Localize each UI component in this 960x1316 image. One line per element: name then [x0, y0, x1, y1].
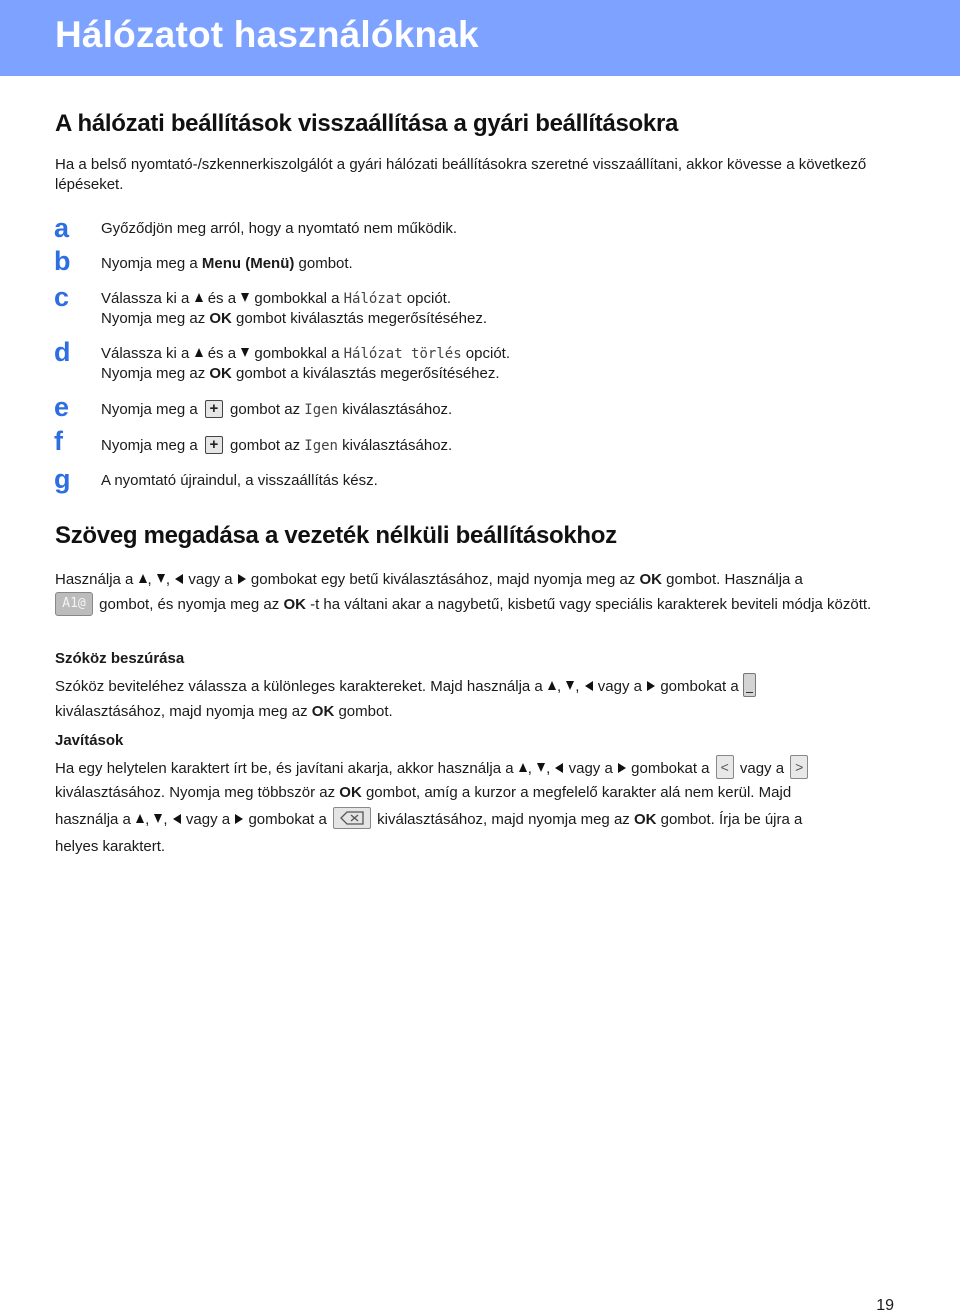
step-f-pre: Nyomja meg a: [101, 437, 202, 454]
step-text-c: [101, 289, 901, 329]
p1-sep: ,: [147, 571, 156, 588]
triangle-up-icon: [548, 681, 556, 690]
s2-t5: kiválasztásához. Nyomja meg többször az: [55, 784, 340, 801]
a1-key-icon: A1@: [55, 592, 93, 616]
s1-sep: ,: [575, 678, 584, 695]
step-d-line2-pre: Nyomja meg az: [101, 365, 210, 382]
step-e-pre: Nyomja meg a: [101, 401, 202, 418]
page-title: Hálózatot használóknak: [55, 14, 479, 55]
backspace-key-icon: [333, 807, 371, 829]
step-letter-a: a: [54, 213, 70, 243]
text-entry-intro: [55, 567, 895, 617]
s2-sep: ,: [527, 760, 537, 777]
s1-t1: Szóköz beviteléhez válassza a különleges karaktereket. Majd használja a: [55, 678, 547, 695]
s1-ok: OK: [311, 703, 335, 720]
s1-t2: vagy a: [593, 678, 647, 695]
step-b-post: gombot.: [294, 255, 353, 272]
s2-t4: vagy a: [735, 760, 789, 777]
s2-t8: gombokat a: [244, 811, 331, 828]
triangle-down-icon: [566, 681, 574, 690]
step-letter-f: f: [54, 426, 63, 456]
plus-key-icon: +: [205, 436, 223, 454]
step-text-b: [101, 254, 901, 274]
p1-t2: vagy a: [184, 571, 237, 588]
step-c-mid1: és a: [203, 290, 241, 307]
step-d-mid2: gombokkal a: [250, 345, 344, 362]
triangle-left-icon: [175, 574, 183, 584]
triangle-up-icon: [195, 348, 203, 357]
step-c-pre: Válassza ki a: [101, 290, 194, 307]
triangle-down-icon: [241, 348, 249, 357]
s2-ok: OK: [339, 784, 362, 801]
left-arrow-key-icon: <: [716, 755, 734, 779]
step-c-code: Hálózat: [343, 291, 403, 307]
subhead-space: Szóköz beszúrása: [55, 650, 185, 667]
step-text-e: [101, 400, 901, 420]
p1-t5: gombot, és nyomja meg az: [95, 596, 284, 613]
s2-t1: Ha egy helytelen karaktert írt be, és javítani akarja, akkor használja a: [55, 760, 518, 777]
step-e-post: kiválasztásához.: [337, 401, 453, 418]
step-letter-b: b: [54, 246, 71, 276]
triangle-left-icon: [555, 763, 563, 773]
step-letter-e: e: [54, 392, 70, 422]
step-c-ok: OK: [209, 310, 232, 327]
step-c-post: opciót.: [402, 290, 452, 307]
section-title-wireless-text: Szöveg megadása a vezeték nélküli beállításokhoz: [55, 522, 617, 549]
s2-t6: gombot, amíg a kurzor a megfelelő karakter alá nem kerül. Majd: [361, 784, 792, 801]
s1-t5: gombot.: [334, 703, 393, 720]
p1-t1: Használja a: [55, 571, 138, 588]
step-d-code: Hálózat törlés: [343, 346, 462, 362]
triangle-up-icon: [195, 293, 203, 302]
step-letter-g: g: [54, 464, 71, 494]
triangle-right-icon: [618, 763, 626, 773]
step-d-line2-post: gombot a kiválasztás megerősítéséhez.: [231, 365, 500, 382]
header-band: [0, 0, 960, 76]
step-c-line2-pre: Nyomja meg az: [101, 310, 210, 327]
p1-t3: gombokat egy betű kiválasztásához, majd nyomja meg az: [246, 571, 640, 588]
s2-t3: gombokat a: [626, 760, 714, 777]
page-number: 19: [876, 1297, 894, 1314]
s2-sep: ,: [145, 811, 154, 828]
s1-t3: gombokat a: [656, 678, 743, 695]
p1-t4: gombot. Használja a: [661, 571, 803, 588]
space-paragraph: [55, 674, 895, 724]
corrections-paragraph: [55, 757, 895, 859]
step-text-a: Győződjön meg arról, hogy a nyomtató nem működik.: [101, 220, 458, 237]
s1-sep: ,: [556, 678, 566, 695]
right-arrow-key-icon: >: [790, 755, 808, 779]
step-c-mid2: gombokkal a: [250, 290, 344, 307]
triangle-right-icon: [238, 574, 246, 584]
p1-sep: ,: [165, 571, 175, 588]
p1-ok: OK: [639, 571, 662, 588]
triangle-up-icon: [519, 763, 527, 772]
triangle-down-icon: [537, 763, 545, 772]
reset-intro: Ha a belső nyomtató-/szkennerkiszolgálót a gyári hálózati beállításokra szeretné visszaállítani, akkor kövesse a következő lépéseket.: [55, 156, 867, 193]
step-f-mid: gombot az: [225, 437, 305, 454]
s2-sep: ,: [546, 760, 555, 777]
subhead-corrections: Javítások: [55, 732, 124, 749]
step-d-mid1: és a: [203, 345, 241, 362]
triangle-down-icon: [241, 293, 249, 302]
step-letter-c: c: [54, 282, 70, 312]
p1-t6: -t ha váltani akar a nagybetű, kisbetű vagy speciális karakterek beviteli módja között.: [305, 596, 872, 613]
section-title-reset: A hálózati beállítások visszaállítása a gyári beállításokra: [55, 110, 679, 137]
plus-key-icon: +: [205, 400, 223, 418]
step-b-menu: Menu (Menü): [201, 255, 295, 272]
triangle-right-icon: [647, 681, 655, 691]
s2-t10: gombot. Írja be újra a: [656, 811, 803, 828]
triangle-left-icon: [173, 814, 181, 824]
triangle-down-icon: [154, 814, 162, 823]
s2-ok2: OK: [633, 811, 657, 828]
step-e-mid: gombot az: [225, 401, 305, 418]
step-b-pre: Nyomja meg a: [101, 255, 202, 272]
triangle-right-icon: [235, 814, 243, 824]
s2-t11: helyes karaktert.: [55, 838, 166, 855]
step-d-pre: Válassza ki a: [101, 345, 194, 362]
step-d-ok: OK: [209, 365, 232, 382]
step-text-d: [101, 344, 901, 384]
step-f-post: kiválasztásához.: [337, 437, 453, 454]
step-text-g: A nyomtató újraindul, a visszaállítás kész.: [101, 472, 378, 489]
p1-ok2: OK: [283, 596, 306, 613]
s2-t2: vagy a: [564, 760, 617, 777]
step-c-line2-post: gombot kiválasztás megerősítéséhez.: [231, 310, 487, 327]
triangle-up-icon: [139, 574, 147, 583]
triangle-up-icon: [136, 814, 144, 823]
triangle-down-icon: [157, 574, 165, 583]
triangle-left-icon: [585, 681, 593, 691]
space-key-icon: [743, 673, 756, 697]
s2-t2b: vagy a: [181, 811, 235, 828]
step-text-f: [101, 436, 901, 456]
step-f-code: Igen: [304, 438, 338, 454]
s1-t4: kiválasztásához, majd nyomja meg az: [55, 703, 312, 720]
s2-t7: használja a: [55, 811, 136, 828]
step-letter-d: d: [54, 337, 71, 367]
step-e-code: Igen: [304, 402, 338, 418]
s2-sep: ,: [163, 811, 172, 828]
step-d-post: opciót.: [461, 345, 511, 362]
s2-t9: kiválasztásához, majd nyomja meg az: [373, 811, 634, 828]
